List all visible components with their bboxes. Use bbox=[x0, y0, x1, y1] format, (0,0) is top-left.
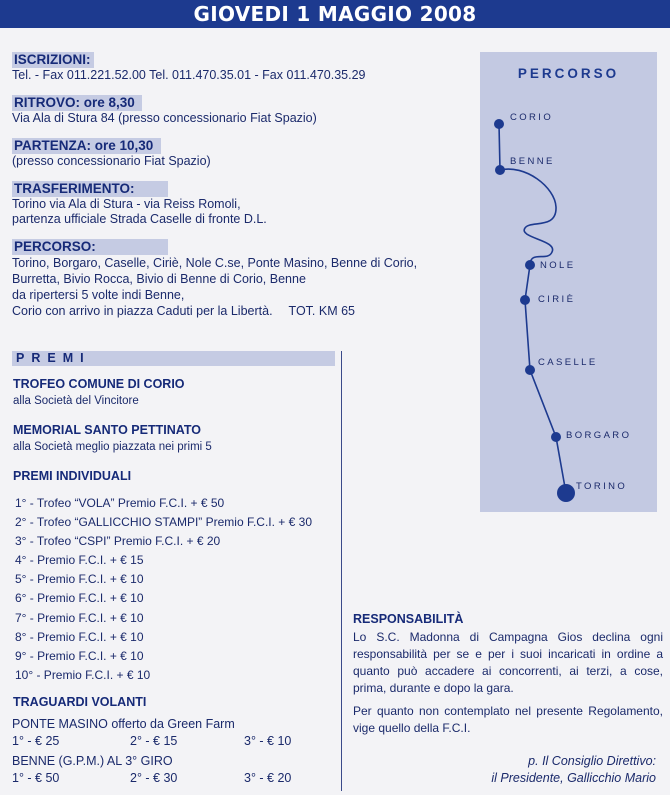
premi-header: PREMI bbox=[12, 351, 335, 366]
city-dot-nole bbox=[525, 260, 535, 270]
city-label: CORIO bbox=[510, 112, 554, 123]
trasferimento-line-1: Torino via Ala di Stura - via Reiss Romoli, bbox=[12, 197, 241, 211]
partenza-section bbox=[12, 138, 211, 169]
city-label: CIRIÈ bbox=[538, 294, 576, 305]
iscrizioni-label: ISCRIZIONI: bbox=[12, 52, 94, 68]
route-map-graphic bbox=[480, 52, 657, 512]
individuali-title: PREMI INDIVIDUALI bbox=[13, 469, 132, 483]
percorso-total: TOT. KM 65 bbox=[288, 304, 356, 318]
prize-item: 10° - Premio F.C.I. + € 10 bbox=[15, 667, 151, 682]
ritrovo-label: RITROVO: ore 8,30 bbox=[12, 95, 142, 111]
percorso-arrivo: Corio con arrivo in piazza Caduti per la Libertà. bbox=[12, 304, 273, 318]
traguardo-prize: 3° - € 10 bbox=[244, 734, 292, 748]
city-label: NOLE bbox=[540, 260, 576, 271]
city-dot-ciriè bbox=[520, 295, 530, 305]
prize-item: 3° - Trofeo “CSPI” Premio F.C.I. + € 20 bbox=[15, 534, 221, 549]
percorso-line-4 bbox=[12, 303, 417, 319]
city-dot-corio bbox=[494, 119, 504, 129]
city-dot-caselle bbox=[525, 365, 535, 375]
traguardo-prize: 2° - € 15 bbox=[130, 734, 178, 748]
traguardo-title: PONTE MASINO offerto da Green Farm bbox=[12, 717, 235, 731]
trofeo-title: TROFEO COMUNE DI CORIO bbox=[13, 377, 185, 391]
trofeo-text: alla Società del Vincitore bbox=[13, 395, 139, 407]
traguardo-prizes bbox=[12, 734, 342, 750]
memorial-text: alla Società meglio piazzata nei primi 5 bbox=[13, 441, 212, 453]
prize-item: 4° - Premio F.C.I. + € 15 bbox=[15, 553, 144, 568]
trasferimento-section bbox=[12, 181, 267, 227]
prize-item: 9° - Premio F.C.I. + € 10 bbox=[15, 648, 144, 663]
partenza-text: (presso concessionario Fiat Spazio) bbox=[12, 154, 211, 168]
prize-list bbox=[15, 494, 312, 685]
signature-line-1: p. Il Consiglio Direttivo: bbox=[528, 754, 656, 768]
prize-item: 6° - Premio F.C.I. + € 10 bbox=[15, 591, 144, 606]
prize-item: 8° - Premio F.C.I. + € 10 bbox=[15, 629, 144, 644]
map-title: PERCORSO bbox=[517, 66, 620, 81]
city-label: BENNE bbox=[510, 156, 555, 167]
percorso-line-2: Burretta, Bivio Rocca, Bivio di Benne di Corio, Benne bbox=[12, 272, 306, 286]
city-label: CASELLE bbox=[538, 357, 598, 368]
regolamento-text: Per quanto non contemplato nel presente Regolamento, vige quello della F.C.I. bbox=[353, 704, 663, 735]
percorso-label: PERCORSO: bbox=[12, 239, 168, 255]
city-label: BORGARO bbox=[566, 430, 632, 441]
iscrizioni-section bbox=[12, 52, 366, 83]
partenza-label: PARTENZA: ore 10,30 bbox=[12, 138, 161, 154]
city-dot-benne bbox=[495, 165, 505, 175]
traguardo-prizes bbox=[12, 771, 342, 787]
responsabilita-section bbox=[353, 612, 663, 737]
memorial-title: MEMORIAL SANTO PETTINATO bbox=[13, 423, 201, 437]
prize-item: 7° - Premio F.C.I. + € 10 bbox=[15, 610, 144, 625]
responsabilita-text: Lo S.C. Madonna di Campagna Gios declina ogni responsabilità per se e per i suoi incaricati in ordine a quanto può accadere ai concorrenti, ai terzi, a cose, prima, durante e dopo la gara. bbox=[353, 630, 663, 695]
page-title: GIOVEDI 1 MAGGIO 2008 bbox=[0, 0, 670, 28]
city-label: TORINO bbox=[576, 481, 628, 492]
prize-item: 2° - Trofeo “GALLICCHIO STAMPI” Premio F.C.I. + € 30 bbox=[15, 515, 312, 530]
iscrizioni-text: Tel. - Fax 011.221.52.00 Tel. 011.470.35.01 - Fax 011.470.35.29 bbox=[12, 68, 366, 82]
route-map bbox=[480, 52, 657, 512]
traguardo-title: BENNE (G.P.M.) AL 3° GIRO bbox=[12, 754, 173, 768]
trasferimento-line-2: partenza ufficiale Strada Caselle di fronte D.L. bbox=[12, 212, 267, 226]
traguardo-prize: 1° - € 25 bbox=[12, 734, 60, 748]
traguardo-prize: 2° - € 30 bbox=[130, 771, 178, 785]
responsabilita-title: RESPONSABILITÀ bbox=[353, 612, 464, 626]
percorso-line-1: Torino, Borgaro, Caselle, Ciriè, Nole C.se, Ponte Masino, Benne di Corio, bbox=[12, 256, 418, 270]
prize-item: 1° - Trofeo “VOLA” Premio F.C.I. + € 50 bbox=[15, 496, 225, 510]
ritrovo-section bbox=[12, 95, 317, 126]
ritrovo-text: Via Ala di Stura 84 (presso concessionario Fiat Spazio) bbox=[12, 111, 317, 125]
traguardo-prize: 1° - € 50 bbox=[12, 771, 60, 785]
traguardi-title: TRAGUARDI VOLANTI bbox=[13, 695, 147, 709]
trasferimento-label: TRASFERIMENTO: bbox=[12, 181, 168, 197]
prize-item: 5° - Premio F.C.I. + € 10 bbox=[15, 572, 144, 587]
traguardo-prize: 3° - € 20 bbox=[244, 771, 292, 785]
percorso-line-3: da ripertersi 5 volte indi Benne, bbox=[12, 288, 185, 302]
percorso-section bbox=[12, 239, 417, 319]
city-dot-torino bbox=[557, 484, 575, 502]
signature-line-2: il Presidente, Gallicchio Mario bbox=[491, 771, 656, 785]
city-dot-borgaro bbox=[551, 432, 561, 442]
